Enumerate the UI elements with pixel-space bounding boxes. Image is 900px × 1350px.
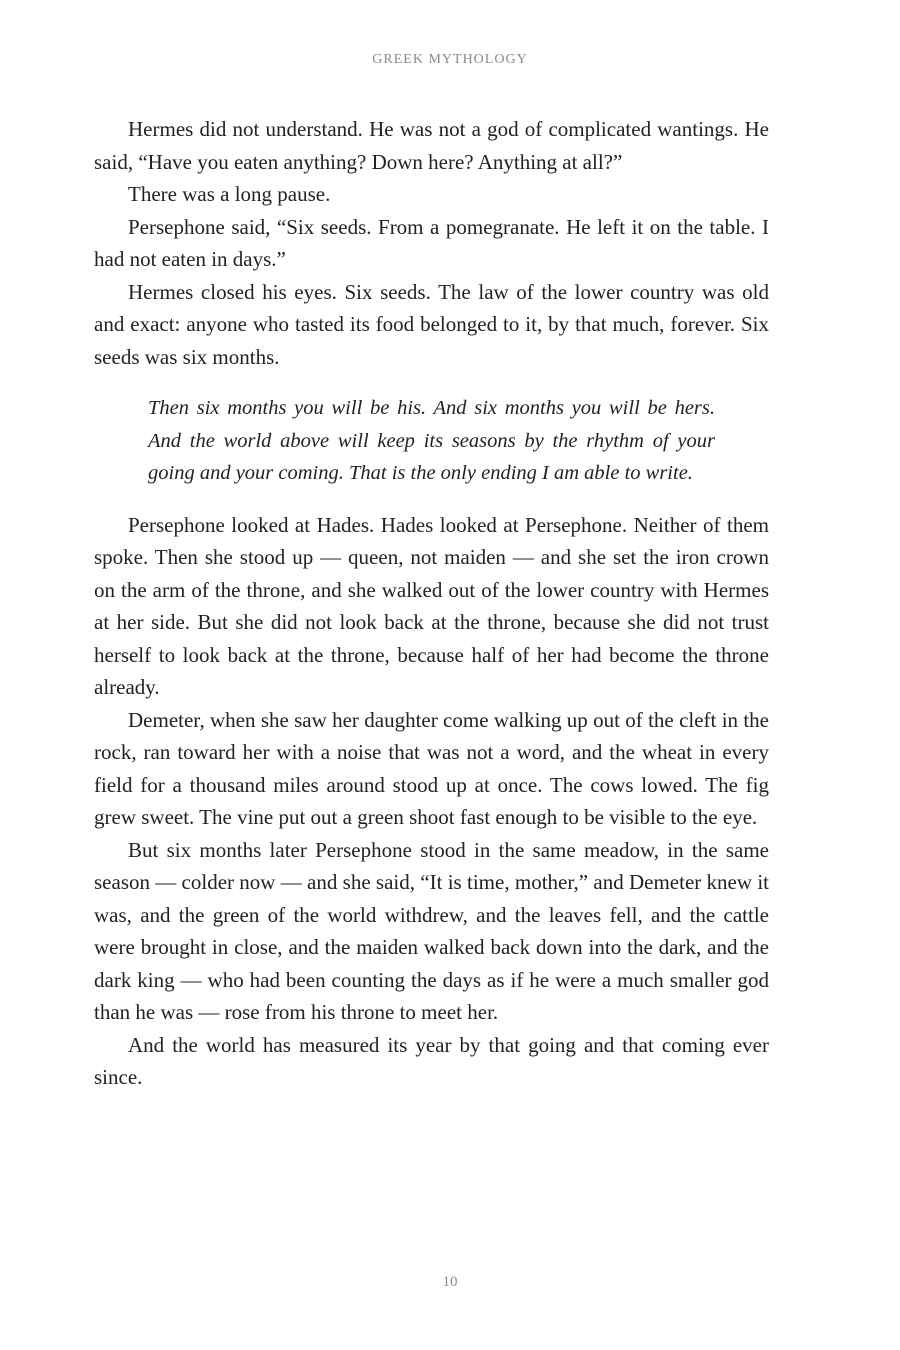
body-paragraph: Persephone looked at Hades. Hades looked at Persephone. Neither of them spoke. Then she stood up — queen, not maiden — and she set the iron crown on the arm of the throne, and she walked out of the lower country with Hermes at her side. But she did not look back at the throne, because she did not trust herself to look back at the throne, because half of her had become the throne already. (94, 512, 769, 699)
body-paragraph: And the world has measured its year by that going and that coming ever since. (94, 1032, 769, 1089)
body-paragraph: But six months later Persephone stood in the same meadow, in the same season — colder now — and she said, “It is time, mother,” and Demeter knew it was, and the green of the world withdrew, and the leaves fell, and the cattle were brought in close, and the maiden walked back down into the dark, and the dark king — who had been counting the days as if he were a much smaller god than he was — rose from his throne to meet her. (94, 837, 769, 1024)
body-paragraph: Demeter, when she saw her daughter come walking up out of the cleft in the rock, ran toward her with a noise that was not a word, and the wheat in every field for a thousand miles around stood up at once. The cows lowed. The fig grew sweet. The vine put out a green shoot fast enough to be visible to the eye. (94, 707, 769, 829)
running-head: GREEK MYTHOLOGY (372, 52, 528, 67)
page-body (94, 113, 769, 1094)
body-paragraph: Persephone said, “Six seeds. From a pomegranate. He left it on the table. I had not eaten in days.” (94, 214, 769, 271)
body-paragraph: There was a long pause. (128, 182, 331, 206)
body-paragraph: Hermes closed his eyes. Six seeds. The law of the lower country was old and exact: anyone who tasted its food belonged to it, by that much, forever. Six seeds was six months. (94, 279, 769, 369)
block-quote (148, 392, 715, 490)
quote-text: Then six months you will be his. And six months you will be hers. And the world above will keep its seasons by the rhythm of your going and your coming. That is the only ending I am able to write. (148, 397, 715, 484)
body-paragraph: Hermes did not understand. He was not a god of complicated wantings. He said, “Have you eaten anything? Down here? Anything at all?” (94, 117, 769, 174)
page-number: 10 (442, 1274, 458, 1290)
